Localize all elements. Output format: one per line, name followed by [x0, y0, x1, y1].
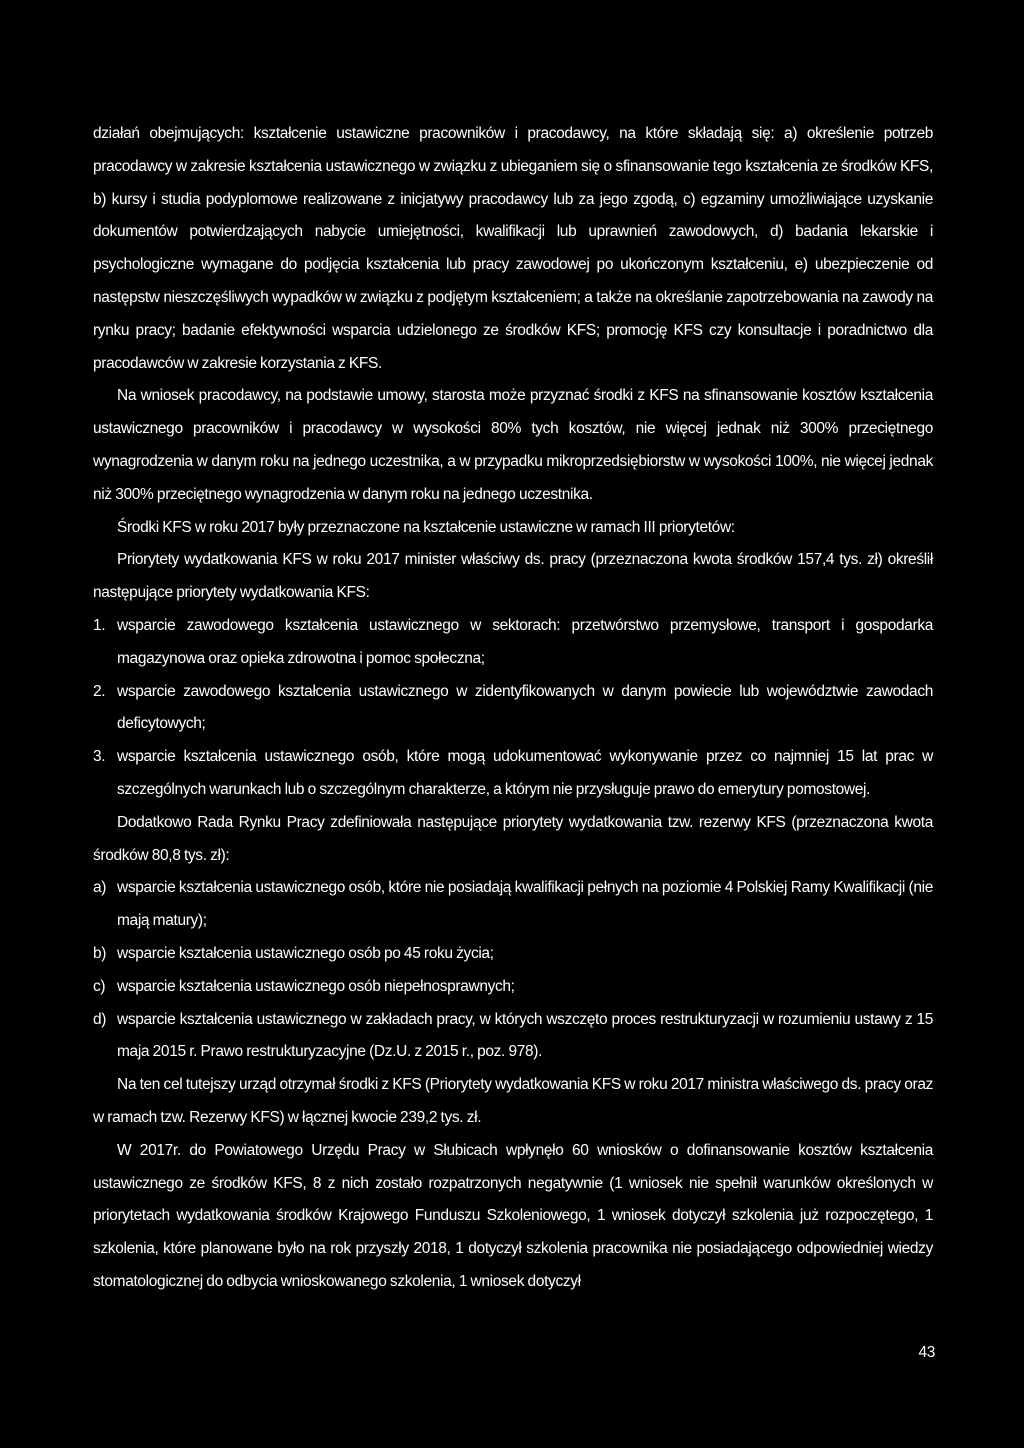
list-marker: 1.: [93, 616, 106, 634]
list-item-reserve-priority-a: [93, 872, 933, 938]
list-item-minister-priority-2: [93, 676, 933, 742]
list-marker: a): [93, 879, 107, 897]
paragraph-reserve-priorities-intro: Dodatkowo Rada Rynku Pracy zdefiniowała następujące priorytety wydatkowania tzw. rezerwy KFS (przeznaczona kwota środków 80,8 tys. zł):: [93, 813, 933, 864]
list-item-text: wsparcie zawodowego kształcenia ustawicznego w zidentyfikowanych w danym powiecie lub województwie zawodach deficytowych;: [117, 682, 933, 733]
paragraph-minister-priorities-intro: Priorytety wydatkowania KFS w roku 2017 minister właściwy ds. pracy (przeznaczona kwota środków 157,4 tys. zł) określił następujące priorytety wydatkowania KFS:: [93, 551, 933, 602]
list-item-text: wsparcie kształcenia ustawicznego osób po 45 roku życia;: [117, 944, 494, 962]
list-item-text: wsparcie kształcenia ustawicznego w zakładach pracy, w których wszczęto proces restrukturyzacji w rozumieniu ustawy z 15 maja 2015 r. Prawo restrukturyzacyjne (Dz.U. z 2015 r., poz. 978).: [117, 1010, 933, 1061]
list-item-minister-priority-3: [93, 741, 933, 807]
list-marker: b): [93, 944, 107, 962]
paragraph-applications-2017: W 2017r. do Powiatowego Urzędu Pracy w Słubicach wpłynęło 60 wniosków o dofinansowanie kosztów kształcenia ustawicznego ze środków KFS, 8 z nich zostało rozpatrzonych negatywnie (1 wniosek nie spełnił warunków określonych w priorytetach wydatkowania środków Krajowego Funduszu Szkoleniowego, 1 wniosek dotyczył szkolenia już rozpoczętego, 1 szkolenia, które planowane było na rok przyszły 2018, 1 dotyczył szkolenia pracownika nie posiadającego odpowiedniej wiedzy stomatologicznej do odbycia wnioskowanego szkolenia, 1 wniosek dotyczył: [93, 1141, 933, 1290]
list-item-text: wsparcie zawodowego kształcenia ustawicznego w sektorach: przetwórstwo przemysłowe, transport i gospodarka magazynowa oraz opieka zdrowotna i pomoc społeczna;: [117, 616, 933, 667]
list-item-text: wsparcie kształcenia ustawicznego osób, które mogą udokumentować wykonywanie przez co najmniej 15 lat prac w szczególnych warunkach lub o szczególnym charakterze, a którym nie przysługuje prawo do emerytury pomostowej.: [117, 748, 933, 798]
paragraph-employer-request: Na wniosek pracodawcy, na podstawie umowy, starosta może przyznać środki z KFS na sfinansowanie kosztów kształcenia ustawicznego pracowników i pracodawcy w wysokości 80% tych kosztów, nie więcej jednak niż 300% przeciętnego wynagrodzenia w danym roku na jednego uczestnika, a w przypadku mikroprzedsiębiorstw w wysokości 100%, nie więcej jednak niż 300% przeciętnego wynagrodzenia w danym roku na jednego uczestnika.: [93, 387, 933, 503]
list-item-minister-priority-1: [93, 610, 933, 676]
list-item-reserve-priority-c: [93, 971, 933, 1004]
document-page: [93, 118, 933, 1299]
list-marker: 2.: [93, 682, 106, 700]
paragraph-kfs-activities: działań obejmujących: kształcenie ustawiczne pracowników i pracodawcy, na które składają się: a) określenie potrzeb pracodawcy w zakresie kształcenia ustawicznego w związku z ubieganiem się o sfinansowanie tego kształcenia ze środków KFS, b) kursy i studia podyplomowe realizowane z inicjatywy pracodawcy lub za jego zgodą, c) egzaminy umożliwiające uzyskanie dokumentów potwierdzających nabycie umiejętności, kwalifikacji lub uprawnień zawodowych, d) badania lekarskie i psychologiczne wymagane do podjęcia kształcenia lub pracy zawodowej po ukończonym kształceniu, e) ubezpieczenie od następstw nieszczęśliwych wypadków w związku z podjętym kształceniem; a także na określanie zapotrzebowania na zawody na rynku pracy; badanie efektywności wsparcia udzielonego ze środków KFS; promocję KFS czy konsultacje i poradnictwo dla pracodawców w zakresie korzystania z KFS.: [93, 125, 933, 372]
page-number: 43: [918, 1344, 935, 1361]
paragraph-funds-received: Na ten cel tutejszy urząd otrzymał środki z KFS (Priorytety wydatkowania KFS w roku 2017 ministra właściwego ds. pracy oraz w ramach tzw. Rezerwy KFS) w łącznej kwocie 239,2 tys. zł.: [93, 1076, 933, 1126]
list-item-reserve-priority-d: [93, 1004, 933, 1070]
paragraph-kfs-2017-priorities-intro: Środki KFS w roku 2017 były przeznaczone na kształcenie ustawiczne w ramach III priorytetów:: [117, 518, 735, 536]
list-item-text: wsparcie kształcenia ustawicznego osób niepełnosprawnych;: [117, 977, 515, 995]
list-marker: 3.: [93, 748, 106, 766]
list-marker: d): [93, 1010, 107, 1028]
list-marker: c): [93, 977, 106, 995]
list-item-reserve-priority-b: [93, 938, 933, 971]
list-item-text: wsparcie kształcenia ustawicznego osób, które nie posiadają kwalifikacji pełnych na poziomie 4 Polskiej Ramy Kwalifikacji (nie mają matury);: [117, 879, 933, 930]
